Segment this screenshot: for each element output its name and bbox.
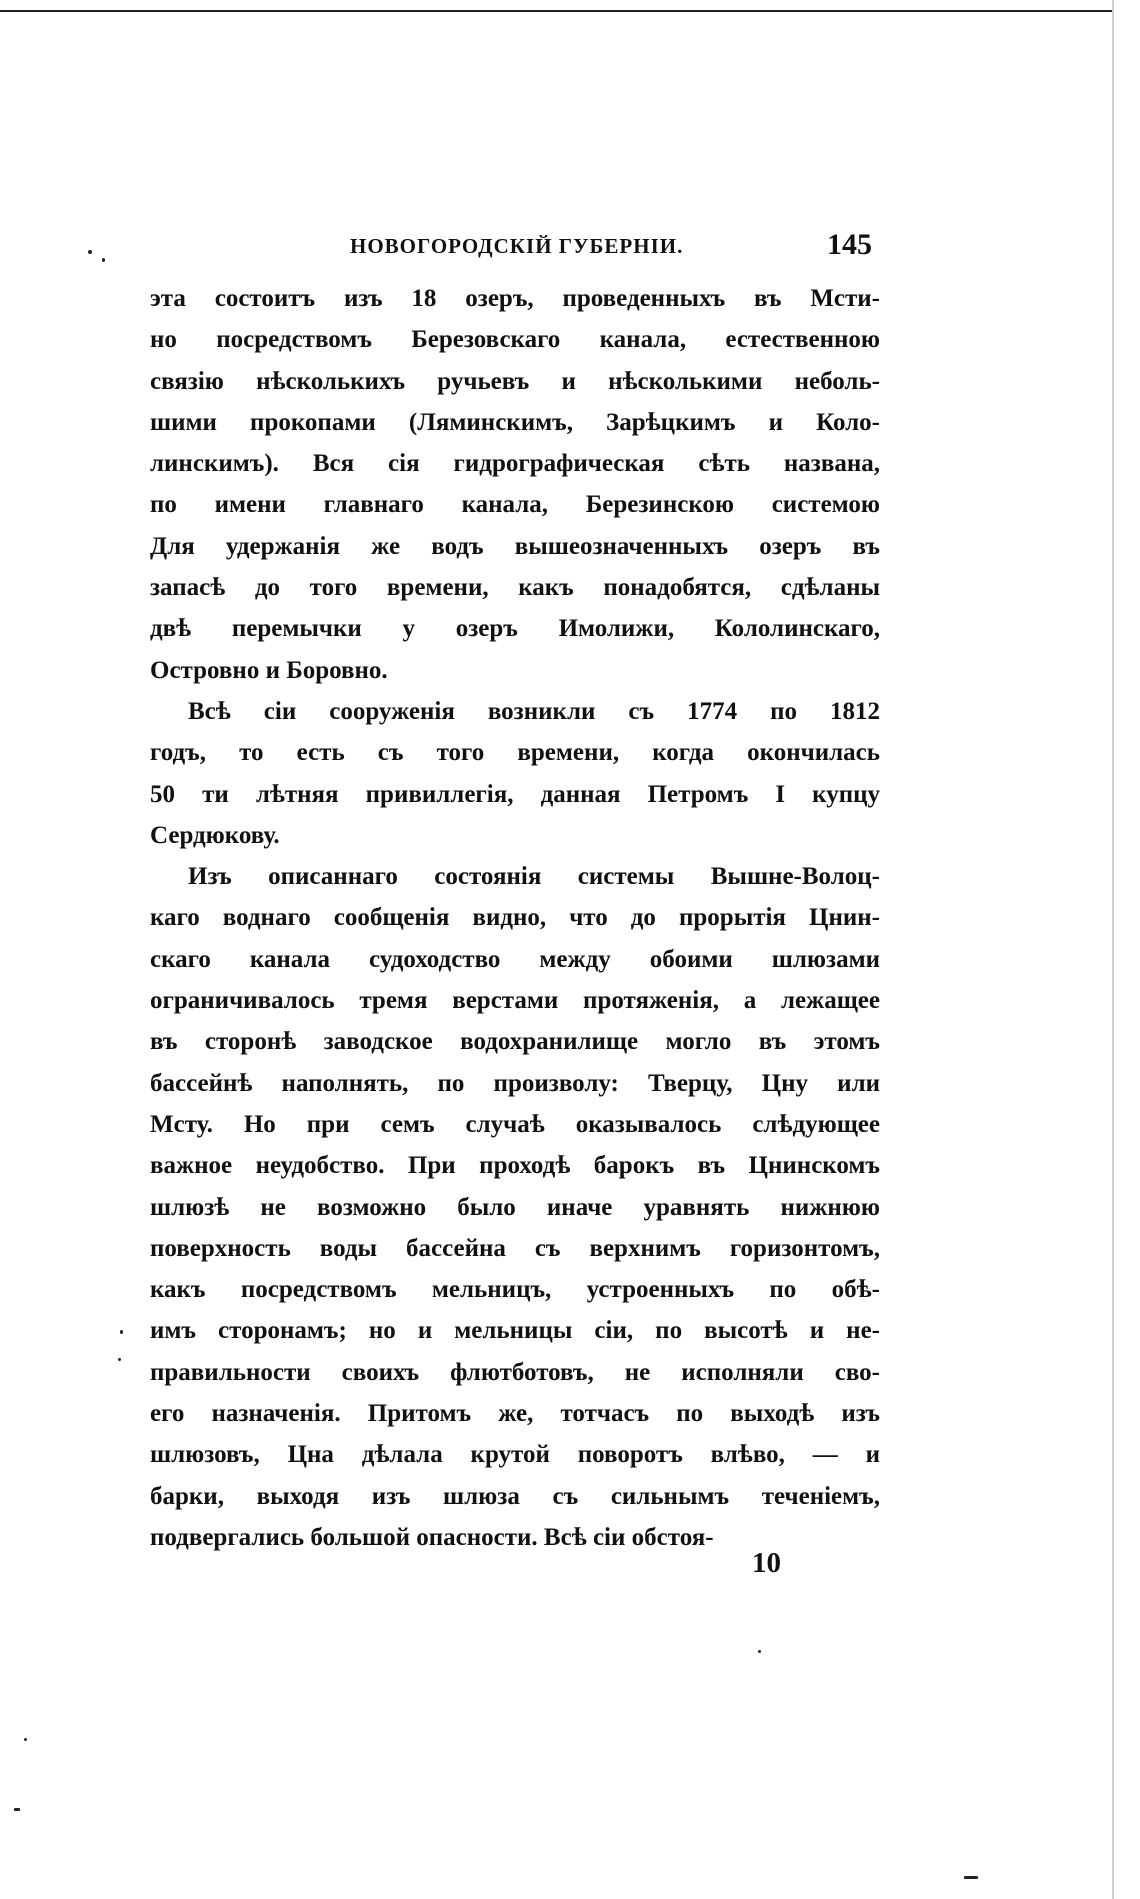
text-line: важное неудобство. При проходѣ барокъ въ Цнинскомъ <box>150 1152 880 1180</box>
text-line: поверхность воды бассейна съ верхнимъ горизонтомъ, <box>150 1234 880 1262</box>
top-border-rule <box>0 10 1114 12</box>
text-line: правильности своихъ флютботовъ, не исполняли сво- <box>150 1358 880 1386</box>
text-line: какъ посредствомъ мельницъ, устроенныхъ по обѣ- <box>150 1276 880 1304</box>
scan-speck <box>758 1650 761 1653</box>
text-line: шими прокопами (Ляминскимъ, Зарѣцкимъ и Коло- <box>150 408 880 436</box>
text-line: барки, выходя изъ шлюза съ сильнымъ теченіемъ, <box>150 1482 880 1510</box>
text-line: эта состоитъ изъ 18 озеръ, проведенныхъ въ Мсти- <box>150 285 880 312</box>
page-number: 145 <box>827 228 872 261</box>
text-line: по имени главнаго канала, Березинскою системою <box>150 491 880 519</box>
text-line: имъ сторонамъ; но и мельницы сіи, по высотѣ и не- <box>150 1317 880 1345</box>
scan-speck <box>24 1738 27 1741</box>
text-line: годъ, то есть съ того времени, когда окончилась <box>150 739 880 767</box>
paragraph <box>150 856 880 1558</box>
running-title: НОВОГОРОДСКІЙ ГУБЕРНІИ. <box>350 234 684 258</box>
text-line: шлюзѣ не возможно было иначе уравнять нижнюю <box>150 1193 880 1221</box>
text-line: линскимъ). Вся сія гидрографическая сѣть названа, <box>150 450 880 478</box>
scan-speck <box>102 258 105 262</box>
paragraph <box>150 691 880 856</box>
text-line: шлюзовъ, Цна дѣлала крутой поворотъ влѣво, — и <box>150 1441 880 1469</box>
text-line: Островно и Боровно. <box>150 656 388 684</box>
text-line: скаго канала судоходство между обоими шлюзами <box>150 945 880 973</box>
text-line: въ сторонѣ заводское водохранилище могло въ этомъ <box>150 1028 880 1056</box>
page-header <box>150 228 880 264</box>
signature-mark: 10 <box>752 1547 781 1579</box>
body-text <box>150 278 880 1558</box>
text-line: Всѣ сіи сооруженія возникли съ 1774 по 1812 <box>188 697 880 725</box>
text-line: Изъ описаннаго состоянія системы Вышне-Волоц- <box>188 863 880 891</box>
text-line: Сердюкову. <box>150 821 280 849</box>
text-line: его назначенія. Притомъ же, тотчасъ по выходѣ изъ <box>150 1400 880 1428</box>
text-line: связію нѣсколькихъ ручьевъ и нѣсколькими неболь- <box>150 367 880 395</box>
scan-speck <box>14 1808 20 1811</box>
text-line: ограничивалось тремя верстами протяженія, а лежащее <box>150 987 880 1015</box>
scan-speck <box>964 1876 978 1879</box>
text-line: 50 ти лѣтняя привиллегія, данная Петромъ I купцу <box>150 780 880 808</box>
text-line: бассейнѣ наполнять, по произволу: Тверцу, Цну или <box>150 1069 880 1097</box>
paragraph <box>150 278 880 691</box>
text-line: но посредствомъ Березовскаго канала, естественною <box>150 326 880 354</box>
scan-speck <box>120 1330 123 1334</box>
right-border-rule <box>1112 0 1114 1899</box>
text-line: Мсту. Но при семъ случаѣ оказывалось слѣдующее <box>150 1110 880 1138</box>
scan-speck <box>118 1358 121 1361</box>
text-line: Для удержанія же водъ вышеозначенныхъ озеръ въ <box>150 532 880 560</box>
text-line: подвергались большой опасности. Всѣ сіи обстоя- <box>150 1523 714 1551</box>
text-line: двѣ перемычки у озеръ Имолижи, Кололинскаго, <box>150 615 880 643</box>
text-line: каго воднаго сообщенія видно, что до прорытія Цнин- <box>150 904 880 932</box>
text-line: запасѣ до того времени, какъ понадобятся, сдѣланы <box>150 574 880 602</box>
scan-speck <box>88 250 92 254</box>
